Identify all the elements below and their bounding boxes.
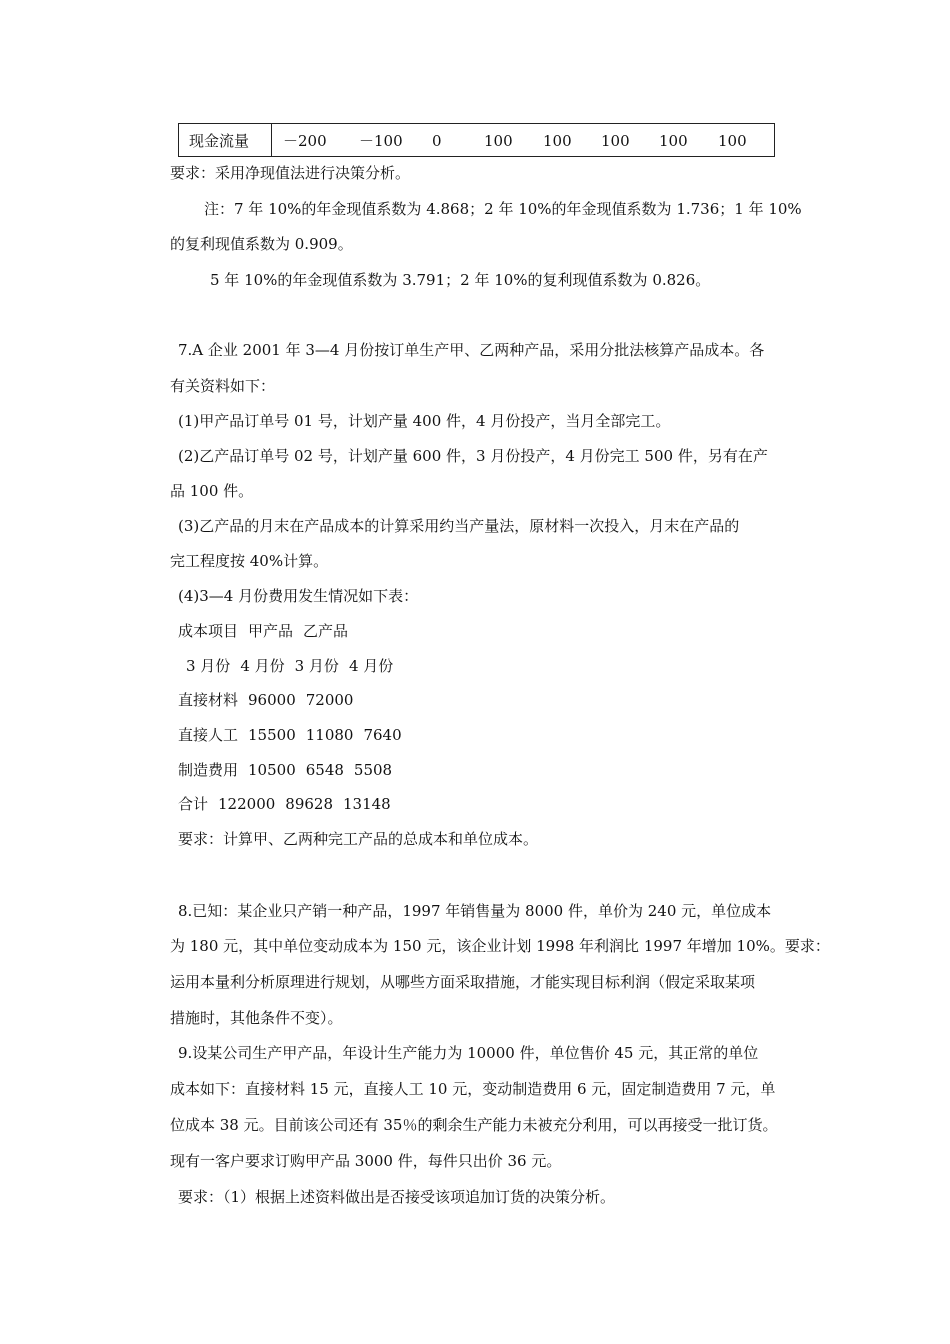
row-value: 96000	[248, 691, 296, 709]
q9-line1: 9.设某公司生产甲产品，年设计生产能力为 10000 件，单位售价 45 元，其正常的单位	[178, 1044, 759, 1062]
cost-table-months	[186, 656, 403, 676]
q7-item2-line2: 品 100 件。	[170, 482, 254, 500]
row-label: 合计	[178, 795, 209, 813]
cost-table-header	[178, 621, 358, 641]
header-cell: 成本项目	[178, 622, 239, 640]
row-value: 11080	[305, 726, 354, 744]
month-cell: 4 月份	[348, 657, 394, 675]
table-row	[178, 725, 412, 745]
table-row	[178, 760, 402, 780]
row-value: 6548	[305, 761, 344, 779]
cashflow-value: －100	[359, 132, 403, 150]
month-cell: 3 月份	[294, 657, 339, 675]
q7-item3-line2: 完工程度按 40%计算。	[170, 552, 329, 570]
row-value: 13148	[343, 795, 391, 813]
q6-note-line3: 5 年 10%的年金现值系数为 3.791；2 年 10%的复利现值系数为 0.826。	[210, 271, 711, 289]
q7-item2-line1: (2)乙产品订单号 02 号，计划产量 600 件，3 月份投产，4 月份完工 500 件，另有在产	[178, 447, 768, 465]
cashflow-value: 0	[432, 132, 442, 150]
q7-item3-line1: (3)乙产品的月末在产品成本的计算采用约当产量法，原材料一次投入，月末在产品的	[178, 517, 740, 535]
row-value: 15500	[248, 726, 296, 744]
q7-item4: (4)3—4 月份费用发生情况如下表：	[178, 587, 419, 605]
row-value: 5508	[353, 761, 393, 779]
row-value: 122000	[218, 795, 276, 813]
q7-requirement: 要求：计算甲、乙两种完工产品的总成本和单位成本。	[178, 830, 539, 848]
q7-intro-line2: 有关资料如下：	[170, 377, 276, 395]
q9-line2: 成本如下：直接材料 15 元，直接人工 10 元，变动制造费用 6 元，固定制造费用 7 元，单	[170, 1080, 776, 1098]
header-cell: 乙产品	[303, 622, 349, 640]
row-value: 7640	[363, 726, 402, 744]
cashflow-value: 100	[543, 132, 572, 150]
cashflow-table	[178, 123, 775, 157]
row-value: 89628	[285, 795, 333, 813]
q9-line4: 现有一客户要求订购甲产品 3000 件，每件只出价 36 元。	[170, 1152, 562, 1170]
q7-intro-line1: 7.A 企业 2001 年 3—4 月份按订单生产甲、乙两种产品，采用分批法核算产品成本。各	[178, 341, 765, 359]
table-row	[178, 690, 363, 710]
cashflow-value: 100	[601, 132, 630, 150]
q8-line4: 措施时，其他条件不变）。	[170, 1009, 343, 1027]
row-label: 直接人工	[178, 726, 239, 744]
q9-line3: 位成本 38 元。目前该公司还有 35％的剩余生产能力未被充分利用，可以再接受一批订货。	[170, 1116, 778, 1134]
row-label: 直接材料	[178, 691, 239, 709]
header-cell: 甲产品	[248, 622, 294, 640]
q6-requirement: 要求：采用净现值法进行决策分析。	[170, 164, 411, 182]
q9-requirement: 要求：（1）根据上述资料做出是否接受该项追加订货的决策分析。	[178, 1188, 616, 1206]
cashflow-label: 现金流量	[189, 132, 250, 150]
cashflow-value: 100	[659, 132, 688, 150]
row-label: 制造费用	[178, 761, 239, 779]
q6-note-line1: 注：7 年 10%的年金现值系数为 4.868；2 年 10%的年金现值系数为 1.736；1 年 10%	[204, 200, 802, 218]
row-value: 72000	[305, 691, 354, 709]
q8-line3: 运用本量利分析原理进行规划，从哪些方面采取措施，才能实现目标利润（假定采取某项	[170, 973, 756, 991]
row-value: 10500	[248, 761, 296, 779]
table-divider	[271, 124, 272, 156]
month-cell: 3 月份	[186, 657, 231, 675]
cashflow-value: 100	[484, 132, 513, 150]
q8-line2: 为 180 元，其中单位变动成本为 150 元，该企业计划 1998 年利润比 1997 年增加 10%。要求：	[170, 937, 830, 955]
q8-line1: 8.已知：某企业只产销一种产品，1997 年销售量为 8000 件，单价为 240 元，单位成本	[178, 902, 772, 920]
q7-item1: (1)甲产品订单号 01 号，计划产量 400 件，4 月份投产，当月全部完工。	[178, 412, 671, 430]
cashflow-value: －200	[283, 132, 327, 150]
cashflow-value: 100	[718, 132, 747, 150]
month-cell: 4 月份	[240, 657, 285, 675]
q6-note-line2: 的复利现值系数为 0.909。	[170, 235, 353, 253]
table-row	[178, 794, 401, 814]
